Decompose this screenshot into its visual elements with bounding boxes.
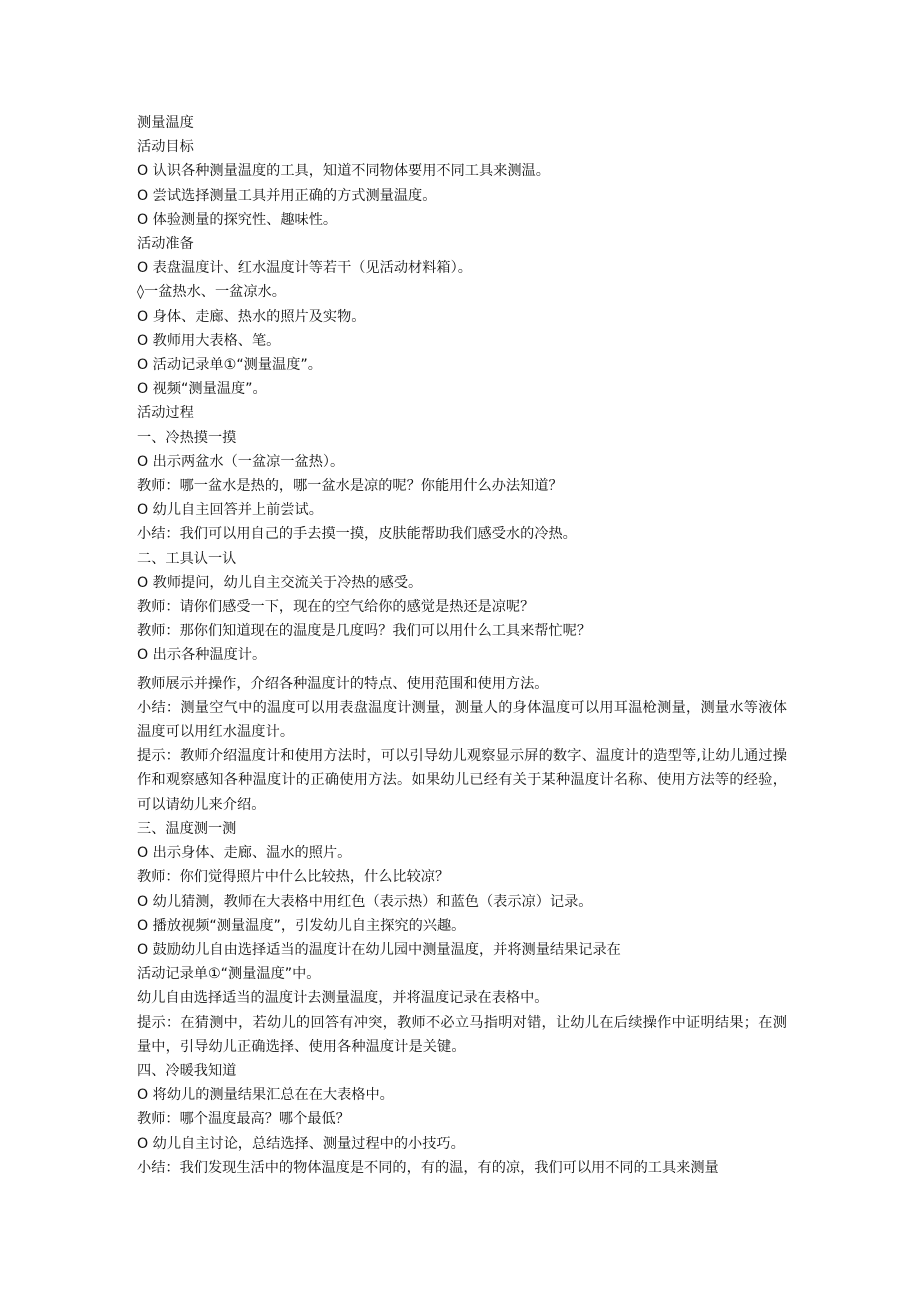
preparation-item: ◊一盆热水、一盆凉水。	[137, 284, 286, 301]
section-heading-goals: 活动目标	[137, 139, 194, 156]
teacher-line: 教师：那你们知道现在的温度是几度吗？我们可以用什么工具来帮忙呢？	[137, 623, 592, 640]
document-title: 测量温度	[137, 115, 194, 131]
process-step: O 幼儿自主讨论，总结选择、测量过程中的小技巧。	[137, 1135, 465, 1152]
preparation-item: O 视频“测量温度”。	[137, 381, 267, 398]
preparation-item: O 表盘温度计、红水温度计等若干（见活动材料箱）。	[137, 260, 472, 277]
process-step: O 鼓励幼儿自由选择适当的温度计在幼儿园中测量温度，并将测量结果记录在	[137, 941, 621, 958]
preparation-item: O 活动记录单①“测量温度”。	[137, 357, 322, 374]
subsection-heading: 一、冷热摸一摸	[137, 429, 237, 446]
teacher-line: 教师：哪个温度最高？哪个最低？	[137, 1111, 350, 1128]
teacher-line: 教师展示并操作，介绍各种温度计的特点、使用范围和使用方法。	[137, 675, 549, 692]
summary-line: 小结：我们可以用自己的手去摸一摸，皮肤能帮助我们感受水的冷热。	[137, 526, 577, 543]
subsection-heading: 四、冷暖我知道	[137, 1062, 237, 1079]
process-step: O 幼儿自主回答并上前尝试。	[137, 502, 323, 519]
preparation-item: O 教师用大表格、笔。	[137, 332, 281, 349]
teacher-line: 教师：哪一盆水是热的，哪一盆水是凉的呢？你能用什么办法知道？	[137, 478, 563, 495]
process-step: O 将幼儿的测量结果汇总在在大表格中。	[137, 1087, 394, 1104]
goal-item: O 体验测量的探究性、趣味性。	[137, 211, 338, 228]
process-step: O 出示各种温度计。	[137, 647, 267, 664]
tip-paragraph: 提示：教师介绍温度计和使用方法时，可以引导幼儿观察显示屏的数字、温度计的造型等,让幼儿通过操作和观察感知各种温度计的正确使用方法。如果幼儿已经有关于某种温度计名称、使用方法等的经验，可以请幼儿来介绍。	[137, 748, 787, 813]
process-step: O 播放视频“测量温度”，引发幼儿自主探究的兴趣。	[137, 917, 466, 934]
goal-item: O 尝试选择测量工具并用正确的方式测量温度。	[137, 187, 437, 204]
process-step: O 幼儿猜测，教师在大表格中用红色（表示热）和蓝色（表示凉）记录。	[137, 893, 593, 910]
subsection-heading: 二、工具认一认	[137, 550, 237, 567]
teacher-line: 教师：你们觉得照片中什么比较热，什么比较凉？	[137, 869, 450, 886]
teacher-line: 教师：请你们感受一下，现在的空气给你的感觉是热还是凉呢？	[137, 599, 535, 616]
section-heading-process: 活动过程	[137, 405, 194, 422]
process-step: O 教师提问，幼儿自主交流关于冷热的感受。	[137, 574, 423, 591]
section-heading-preparation: 活动准备	[137, 236, 194, 253]
goal-item: O 认识各种测量温度的工具，知道不同物体要用不同工具来测温。	[137, 163, 550, 180]
process-step-continued: 活动记录单①“测量温度”中。	[137, 966, 321, 983]
process-step: 幼儿自由选择适当的温度计去测量温度，并将温度记录在表格中。	[137, 990, 549, 1007]
process-step: O 出示身体、走廊、温水的照片。	[137, 845, 352, 862]
subsection-heading: 三、温度测一测	[137, 820, 237, 837]
preparation-item: O 身体、走廊、热水的照片及实物。	[137, 308, 366, 325]
summary-line: 小结：我们发现生活中的物体温度是不同的，有的温，有的凉，我们可以用不同的工具来测量	[137, 1159, 719, 1176]
process-step: O 出示两盆水（一盆凉一盆热）。	[137, 453, 345, 470]
document-body	[137, 111, 787, 1180]
summary-paragraph: 小结：测量空气中的温度可以用表盘温度计测量，测量人的身体温度可以用耳温枪测量，测量水等液体温度可以用红水温度计。	[137, 699, 787, 741]
tip-paragraph: 提示：在猜测中，若幼儿的回答有冲突，教师不必立马指明对错，让幼儿在后续操作中证明结果；在测量中，引导幼儿正确选择、使用各种温度计是关键。	[137, 1014, 787, 1055]
